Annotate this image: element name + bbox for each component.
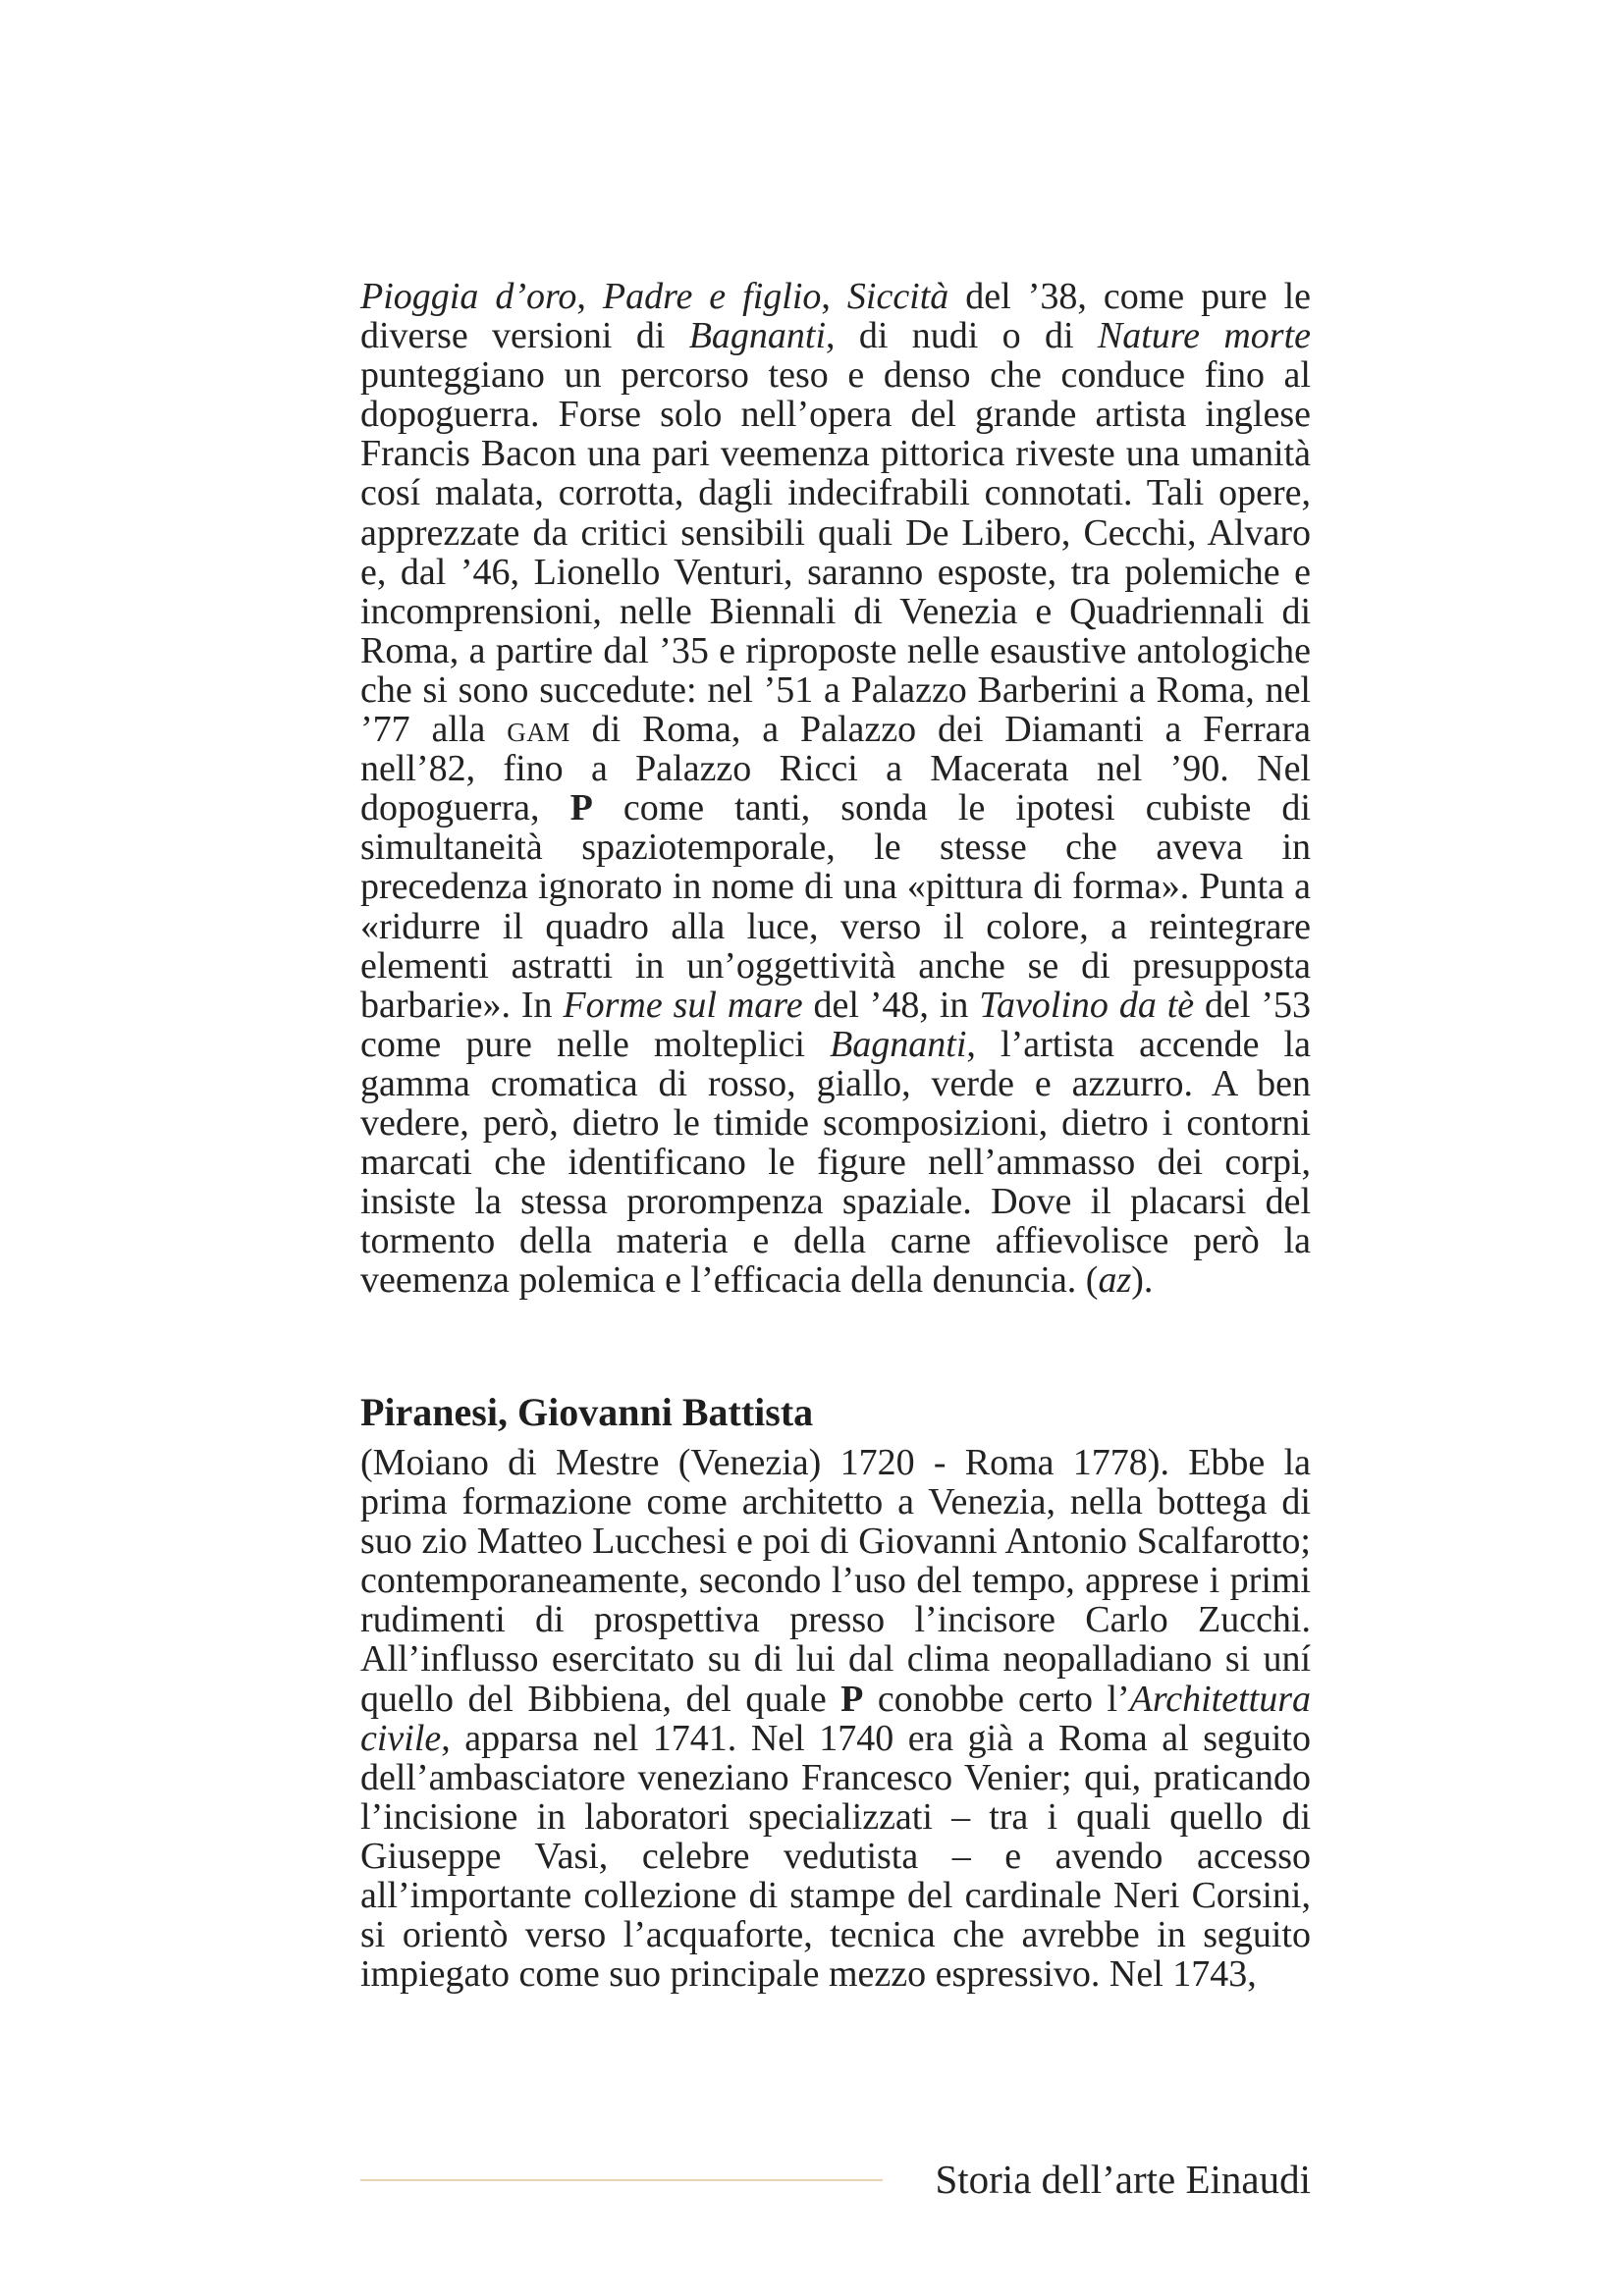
paragraph-text bbox=[360, 277, 1311, 1300]
text-run: come tanti, sonda le ipotesi cubiste di simultaneità spaziotemporale, le stesse che aveva in precedenza ignorato in nome di una «pittura di forma». Punta a «ridurre il quadro alla luce, verso il colore, a reintegrare elementi astratti in un’oggettività anche se di presupposta barbarie». In bbox=[360, 787, 1311, 1026]
paragraph-text bbox=[360, 1443, 1311, 1994]
entry-heading: Piranesi, Giovanni Battista bbox=[360, 1390, 814, 1434]
bold-run: P bbox=[840, 1678, 864, 1720]
small-caps-run: gam bbox=[507, 709, 570, 751]
footer-rule bbox=[360, 2179, 883, 2181]
text-run: di Roma, a Palazzo dei Diamanti a Ferrara nell’82, fino a Palazzo Ricci a Macerata nel ’90. Nel dopoguerra, bbox=[360, 709, 1311, 829]
text-run: del ’48, in bbox=[802, 984, 980, 1026]
footer-title: Storia dell’arte Einaudi bbox=[935, 2157, 1311, 2202]
italic-run: Bagnanti bbox=[688, 315, 827, 357]
text-run: del ’38, come pure le diverse versioni di bbox=[360, 276, 1312, 357]
text-run: punteggiano un percorso teso e denso che conduce fino al dopoguerra. Forse solo nell’opera del grande artista inglese Francis Bacon una pari veemenza pittorica riveste una umanità cosí malata, corrotta, dagli indecifrabili connotati. Tali opere, apprezzate da critici sensibili quali De Libero, Cecchi, Alvaro e, dal ’46, Lionello Venturi, saranno esposte, tra polemiche e incomprensioni, nelle Biennali di Venezia e Quadriennali di Roma, a partire dal ’35 e riproposte nelle esaustive antologiche che si sono succedute: nel ’51 a Palazzo Barberini a Roma, nel ’77 alla bbox=[360, 354, 1311, 751]
text-run: , di nudi o di bbox=[826, 315, 1098, 357]
text-run: del ’53 come pure nelle molteplici bbox=[360, 984, 1312, 1065]
text-run: ). bbox=[1131, 1259, 1154, 1302]
body-paragraph-1 bbox=[360, 277, 1311, 1300]
italic-run: az bbox=[1098, 1259, 1132, 1302]
text-run: , l’artista accende la gamma cromatica di rosso, giallo, verde e azzurro. A ben vedere, però, dietro le timide scomposizioni, dietro i contorni marcati che identificano le figure nell’ammasso dei corpi, insiste la stessa prorompenza spaziale. Dove il placarsi del tormento della materia e della carne affievolisce però la veemenza polemica e l’efficacia della denuncia. ( bbox=[360, 1023, 1311, 1302]
text-run: , bbox=[821, 276, 847, 317]
italic-run: Tavolino da tè bbox=[979, 984, 1195, 1026]
italic-run: Padre e figlio bbox=[602, 276, 822, 317]
italic-run: Siccità bbox=[846, 276, 949, 317]
text-run: conobbe certo l’ bbox=[863, 1678, 1130, 1720]
text-run: , apparsa nel 1741. Nel 1740 era già a Roma al seguito dell’ambasciatore veneziano Francesco Venier; qui, praticando l’incisione in laboratori specializzati – tra i quali quello di Giuseppe Vasi, celebre vedutista – e avendo accesso all’importante collezione di stampe del cardinale Neri Corsini, si orientò verso l’acquaforte, tecnica che avrebbe in seguito impiegato come suo principale mezzo espressivo. Nel 1743, bbox=[360, 1717, 1311, 1996]
text-run: , bbox=[576, 276, 603, 317]
italic-run: Forme sul mare bbox=[563, 984, 803, 1026]
italic-run: Pioggia d’oro bbox=[360, 276, 577, 317]
text-run: (Moiano di Mestre (Venezia) 1720 - Roma 1778). Ebbe la prima formazione come architetto a Venezia, nella bottega di suo zio Matteo Lucchesi e poi di Giovanni Antonio Scalfarotto; contemporaneamente, secondo l’uso del tempo, apprese i primi rudimenti di prospettiva presso l’incisore Carlo Zucchi. All’influsso esercitato su di lui dal clima neopalladiano si uní quello del Bibbiena, del quale bbox=[360, 1442, 1311, 1720]
italic-run: Architettura civile bbox=[360, 1678, 1312, 1759]
italic-run: Nature morte bbox=[1097, 315, 1311, 357]
italic-run: Bagnanti bbox=[830, 1023, 967, 1065]
body-paragraph-2 bbox=[360, 1443, 1311, 1994]
bold-run: P bbox=[569, 787, 593, 829]
